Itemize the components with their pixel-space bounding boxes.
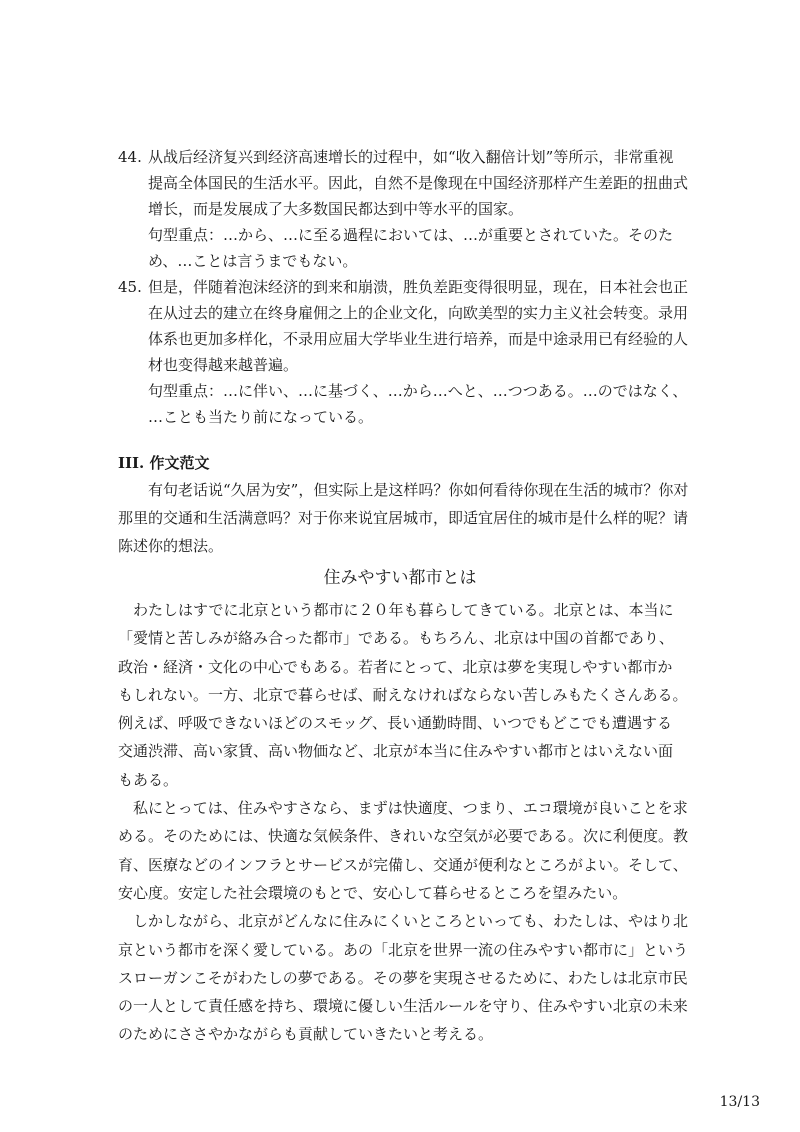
essay-title: 住みやすい都市とは	[323, 568, 477, 588]
pattern-line: 句型重点：…から、…に至る過程においては、…が重要とされていた。そのた	[148, 226, 674, 244]
list-item	[118, 144, 698, 274]
essay-line: 「愛情と苦しみが絡み合った都市」である。もちろん、北京は中国の首都であり、	[118, 629, 674, 648]
item-text-line: 从战后经济复兴到经济高速增长的过程中，如“收入翻倍计划”等所示，非常重视	[148, 148, 674, 166]
item-number: 45.	[118, 278, 142, 296]
essay-line: める。そのためには、快適な気候条件、きれいな空気が必要である。次に利便度。教	[118, 827, 689, 846]
section-heading: III. 作文范文	[118, 454, 210, 472]
essay-body	[118, 596, 718, 1049]
pattern-line: …ことも当たり前になっている。	[148, 408, 374, 426]
essay-line: 政治・経済・文化の中心でもある。若者にとって、北京は夢を実現しやすい都市か	[118, 657, 673, 676]
essay-line: の一人として責任感を持ち、環境に優しい生活ルールを守り、住みやすい北京の未来	[118, 997, 688, 1016]
item-text-line: 体系也更加多样化，不录用应届大学毕业生进行培养，而是中途录用已有经验的人	[148, 330, 689, 348]
essay-line: スローガンこそがわたしの夢である。その夢を実現させるために、わたしは北京市民	[118, 968, 688, 987]
essay-line: 私にとっては、住みやすさなら、まずは快適度、つまり、エコ環境が良いことを求	[118, 799, 688, 818]
essay-line: 安心度。安定した社会環境のもとで、安心して暮らせるところを望みたい。	[118, 883, 628, 902]
essay-line: もしれない。一方、北京で暮らせば、耐えなければならない苦しみもたくさんある。	[118, 685, 688, 704]
item-text-line: 材也变得越来越普遍。	[148, 356, 299, 374]
item-text-line: 但是，伴随着泡沫经济的到来和崩溃，胜负差距变得很明显，现在，日本社会也正	[148, 278, 689, 296]
essay-line: 例えば、呼吸できないほどのスモッグ、長い通勤時間、いつでもどこでも遭遇する	[118, 714, 672, 733]
pattern-line: め、…ことは言うまでもない。	[148, 252, 358, 270]
essay-prompt	[118, 476, 698, 560]
item-text-line: 提高全体国民的生活水平。因此，自然不是像现在中国经济那样产生差距的扭曲式	[148, 174, 689, 192]
essay-line: もある。	[118, 770, 179, 789]
prompt-line: 有句老话说“久居为安”，但实际上是这样吗？你如何看待你现在生活的城市？你对	[118, 481, 689, 499]
pattern-line: 句型重点：…に伴い、…に基づく、…から…へと、…つつある。…のではなく、	[148, 382, 688, 400]
list-item	[118, 274, 698, 430]
item-number: 44.	[118, 148, 142, 166]
essay-line: 京という都市を深く愛している。あの「北京を世界一流の住みやすい都市に」という	[118, 940, 689, 959]
essay-line: わたしはすでに北京という都市に２０年も暮らしてきている。北京とは、本当に	[118, 601, 674, 619]
item-text-line: 增长，而是发展成了大多数国民都达到中等水平的国家。	[148, 200, 524, 218]
prompt-line: 那里的交通和生活满意吗？对于你来说宜居城市，即适宜居住的城市是什么样的呢？请	[118, 509, 689, 527]
essay-line: 育、医療などのインフラとサービスが完備し、交通が便利なところがよい。そして、	[118, 855, 688, 874]
essay-line: 交通渋滞、高い家賃、高い物価など、北京が本当に住みやすい都市とはいえない面	[118, 742, 674, 761]
essay-line: のためにささやかながらも貢献していきたいと考える。	[118, 1025, 494, 1044]
page-number: 13/13	[719, 1094, 760, 1110]
essay-line: しかしながら、北京がどんなに住みにくいところといっても、わたしは、やはり北	[118, 912, 689, 931]
prompt-line: 陈述你的想法。	[118, 537, 224, 555]
item-text-line: 在从过去的建立在终身雇佣之上的企业文化，向欧美型的实力主义社会转变。录用	[148, 304, 689, 322]
